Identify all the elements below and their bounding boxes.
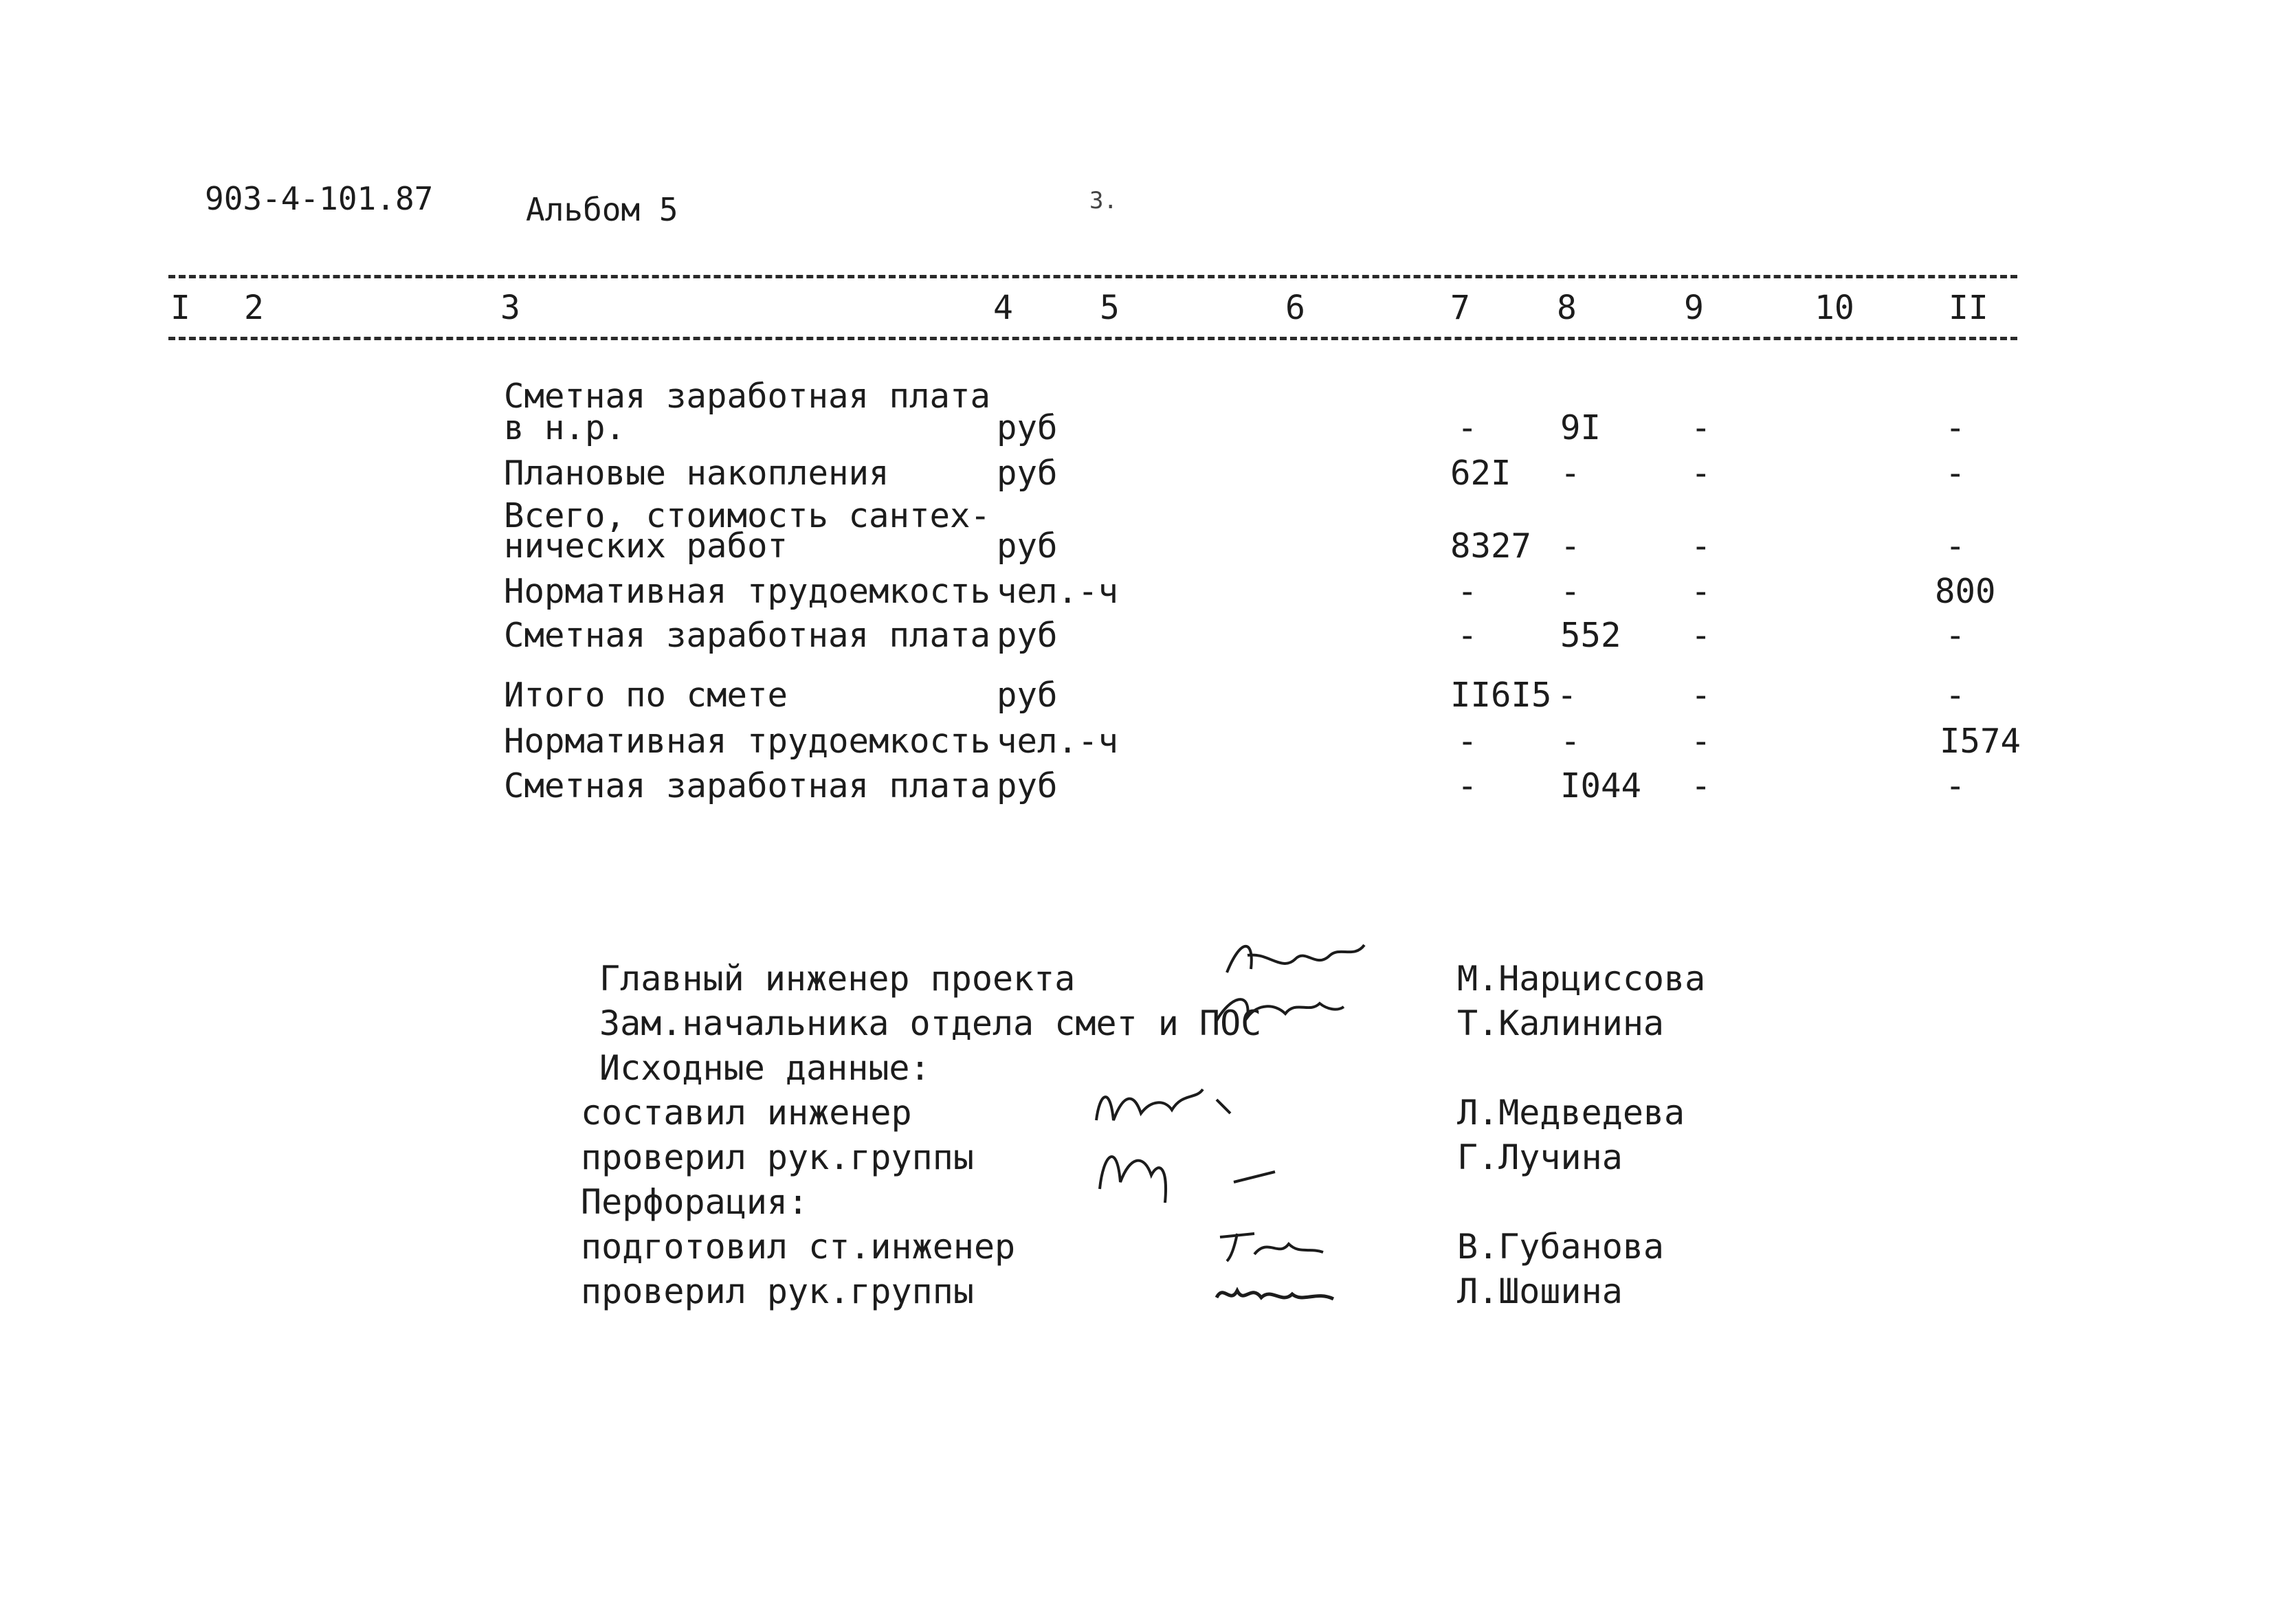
col-number-4: 4 [993, 289, 1013, 327]
album-label: Альбом 5 [526, 191, 678, 228]
row-col11: - [1945, 408, 1966, 447]
row-unit: руб [997, 676, 1058, 715]
signature-name: Л.Медведева [1457, 1093, 1685, 1133]
col-number-8: 8 [1557, 289, 1577, 327]
signature-mark-gubanova [1213, 1223, 1330, 1265]
row-col8: - [1560, 572, 1581, 611]
row-col8: I044 [1560, 766, 1642, 805]
signature-role: Зам.начальника отдела смет и ПОС [599, 1003, 1262, 1043]
row-col9: - [1691, 408, 1711, 447]
row-col11: - [1945, 766, 1966, 805]
col-number-10: 10 [1815, 289, 1854, 327]
row-col7: 8327 [1450, 526, 1532, 566]
signature-mark-luchina [1089, 1127, 1296, 1210]
row-col9: - [1691, 766, 1711, 805]
row-col11: - [1945, 616, 1966, 655]
page-mark: 3. [1089, 187, 1118, 214]
table-header-bottom-rule [168, 337, 2017, 340]
row-col9: - [1691, 572, 1711, 611]
signature-role: подготовил ст.инженер [581, 1227, 1016, 1267]
row-col7: - [1457, 408, 1478, 447]
row-col9: - [1691, 722, 1711, 761]
row-col8: 9I [1560, 408, 1601, 447]
col-number-5: 5 [1100, 289, 1120, 327]
row-unit: чел.-ч [997, 572, 1119, 611]
section-label-source-data: Исходные данные: [599, 1048, 931, 1088]
col-number-1: I [170, 289, 190, 327]
signature-role: проверил рук.группы [581, 1137, 974, 1177]
row-name-continued: в н.р. [504, 408, 626, 447]
row-col11: - [1945, 676, 1966, 715]
row-col7: - [1457, 766, 1478, 805]
col-number-2: 2 [244, 289, 264, 327]
row-unit: руб [997, 454, 1058, 493]
row-name: Нормативная трудоемкость [504, 722, 991, 761]
col-number-7: 7 [1450, 289, 1470, 327]
row-name: Сметная заработная плата [504, 377, 991, 416]
row-col11: I574 [1940, 722, 2021, 761]
col-number-9: 9 [1684, 289, 1704, 327]
row-col8: - [1560, 722, 1581, 761]
signature-name: М.Нарциссова [1457, 959, 1706, 999]
col-number-6: 6 [1285, 289, 1305, 327]
signature-role: составил инженер [581, 1093, 912, 1133]
signature-name: Л.Шошина [1457, 1271, 1623, 1311]
row-name: Всего, стоимость сантех- [504, 496, 991, 535]
row-unit: руб [997, 766, 1058, 805]
row-col8: - [1557, 676, 1577, 715]
signature-name: Т.Калинина [1457, 1003, 1665, 1043]
signature-mark-kalinina [1210, 983, 1347, 1031]
row-col7: - [1457, 616, 1478, 655]
row-col7: - [1457, 722, 1478, 761]
row-unit: чел.-ч [997, 722, 1119, 761]
signature-mark-medvedeva [1086, 1072, 1251, 1134]
row-col9: - [1691, 676, 1711, 715]
col-number-3: 3 [500, 289, 520, 327]
row-col8: - [1560, 454, 1581, 493]
row-unit: руб [997, 526, 1058, 566]
row-col7: 62I [1450, 454, 1511, 493]
signature-role: проверил рук.группы [581, 1271, 974, 1311]
row-unit: руб [997, 408, 1058, 447]
col-number-11: II [1949, 289, 1988, 327]
row-col9: - [1691, 454, 1711, 493]
row-col8: - [1560, 526, 1581, 566]
row-name: Нормативная трудоемкость [504, 572, 991, 611]
row-col9: - [1691, 616, 1711, 655]
row-col7: II6I5 [1450, 676, 1552, 715]
row-col9: - [1691, 526, 1711, 566]
row-col11: - [1945, 526, 1966, 566]
row-col11: - [1945, 454, 1966, 493]
row-col7: - [1457, 572, 1478, 611]
section-label-perforation: Перфорация: [581, 1182, 809, 1222]
row-name: Сметная заработная плата [504, 616, 991, 655]
table-header-top-rule [168, 275, 2017, 278]
row-unit: руб [997, 616, 1058, 655]
row-name: Плановые накопления [504, 454, 889, 493]
row-name: Итого по смете [504, 676, 788, 715]
signature-role: Главный инженер проекта [599, 959, 1076, 999]
signature-mark-shoshina [1210, 1270, 1340, 1311]
row-name: Сметная заработная плата [504, 766, 991, 805]
row-col8: 552 [1560, 616, 1621, 655]
signature-name: В.Губанова [1457, 1227, 1665, 1267]
signature-mark-narcissova [1220, 931, 1371, 986]
row-col11: 800 [1935, 572, 1996, 611]
document-code: 903-4-101.87 [205, 180, 434, 217]
signature-name: Г.Лучина [1457, 1137, 1623, 1177]
row-name-continued: нических работ [504, 526, 788, 566]
